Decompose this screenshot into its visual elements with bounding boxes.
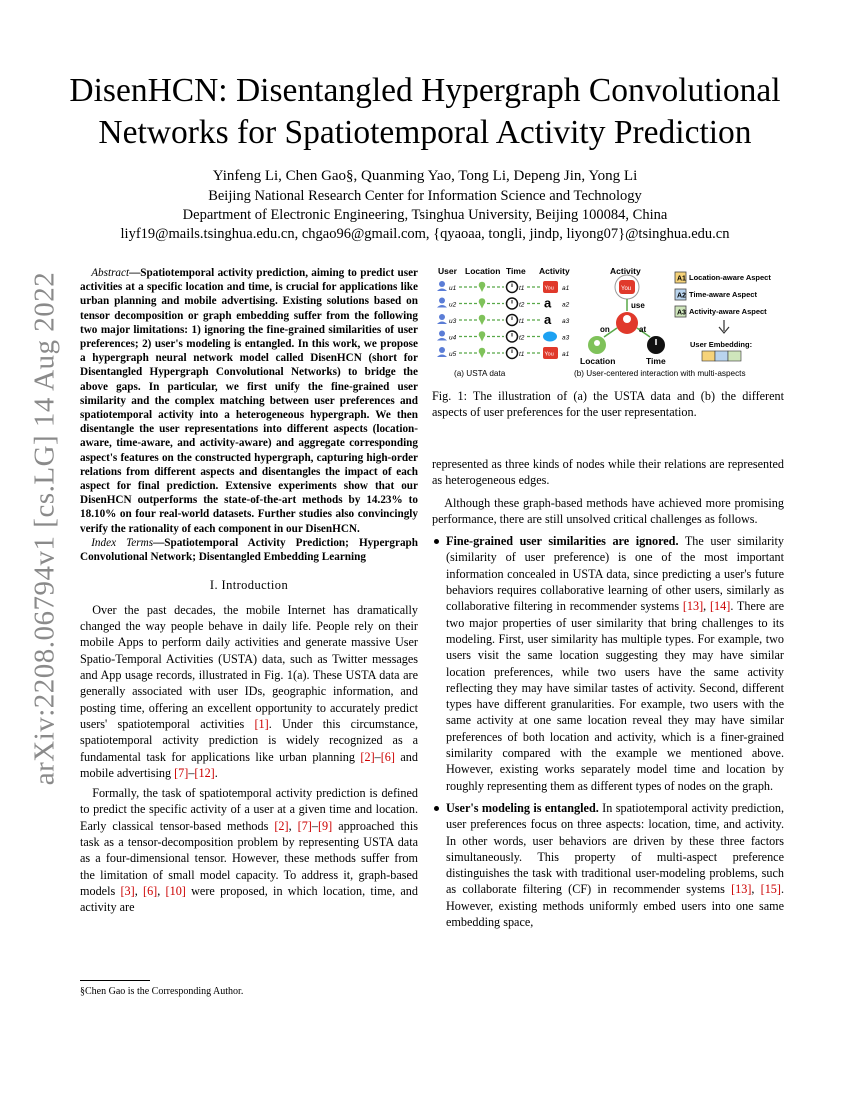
- author-block: [60, 167, 790, 244]
- citation-link[interactable]: [1]: [254, 716, 269, 731]
- citation-link[interactable]: [2]: [274, 818, 289, 833]
- citation-link[interactable]: [9]: [317, 818, 333, 833]
- legend-key: A3: [677, 309, 686, 317]
- user-label: u3: [449, 318, 457, 325]
- arrow-down-icon: [719, 320, 729, 333]
- citation-link[interactable]: [15]: [760, 882, 781, 897]
- location-pin-tip: [479, 303, 485, 309]
- location-pin-tip: [479, 286, 485, 292]
- user-icon: [439, 314, 445, 320]
- footnote: §Chen Gao is the Corresponding Author.: [80, 986, 244, 997]
- header-activity: Activity: [539, 266, 570, 276]
- activity-label: a1: [562, 285, 570, 292]
- legend-label: Activity-aware Aspect: [689, 307, 767, 316]
- affiliation-2: Department of Electronic Engineering, Tsinghua University, Beijing 100084, China: [182, 207, 668, 223]
- label-use: use: [631, 301, 645, 310]
- abstract: [80, 266, 418, 536]
- user-icon-body: [437, 355, 447, 358]
- amazon-icon: a: [544, 312, 552, 327]
- section-heading: I. Introduction: [209, 578, 289, 593]
- embedding-seg-1: [702, 351, 715, 361]
- activity-label: a2: [562, 301, 570, 309]
- user-icon-body: [437, 305, 447, 308]
- figure-panel-b: [574, 266, 771, 378]
- aspect-legend: [675, 272, 771, 317]
- bullet-entangled: User's modeling is entangled. In spatiotemporal activity prediction, user preferences focus on three aspects: location, time, and activity. In other words, user behaviors are driven by these three factors simultaneously. This property of multi-aspect preference distinguishes the task with traditional user-modeling problems, such as collaborate filtering (CF) in recommender systems [13], [15]. However, existing methods uniformly embed users into one same embedding space,: [432, 800, 784, 930]
- index-terms-text: —Spatiotemporal Activity Prediction; Hypergraph Convolutional Network; Disentangled Embedding Learning: [80, 536, 418, 564]
- right-column: [432, 456, 784, 930]
- user-label: u5: [449, 351, 457, 358]
- legend-label: Time-aware Aspect: [689, 290, 757, 299]
- author-emails: liyf19@mails.tsinghua.edu.cn, chgao96@gmail.com, {qyaoaa, tongli, jindp, liyong07}@tsinghua.edu.cn: [120, 226, 730, 242]
- location-pin-tip: [479, 319, 485, 325]
- figure-caption: Fig. 1: The illustration of (a) the USTA data and (b) the different aspects of user preferences for the user representation.: [432, 389, 784, 420]
- time-label: t2: [519, 334, 525, 342]
- intro-paragraph-1: Over the past decades, the mobile Internet has dramatically changed the way people behave in daily life. People rely on their mobile Apps to perform daily activities and generate massive User Spatio-Temporal Activities (USTA) data, such as Twitter messages and App usage records, illustrated in Fig. 1(a). These USTA data are generally associated with user IDs, geographic information, and posting time, offering an excellent opportunity to accurately predict users' spatiotemporal activities [1]. Under this circumstance, spatiotemporal activity prediction is widely recognized as a fundamental task for applications like urban planning [2]–[6] and mobile advertising [7]–[12].: [80, 602, 418, 780]
- embedding-seg-3: [728, 351, 741, 361]
- bullet-heading: Fine-grained user similarities are ignored.: [446, 534, 679, 549]
- index-terms-label: Index Terms: [91, 536, 154, 549]
- footnote-rule: [80, 980, 150, 981]
- user-icon: [439, 347, 445, 353]
- citation-link[interactable]: [12]: [194, 765, 215, 780]
- embedding-seg-2: [715, 351, 728, 361]
- youtube-icon-text: You: [544, 285, 554, 292]
- user-icon: [439, 281, 445, 287]
- time-label: t1: [519, 285, 525, 292]
- location-pin-tip: [479, 352, 485, 358]
- author-names: Yinfeng Li, Chen Gao§, Quanming Yao, Tong Li, Depeng Jin, Yong Li: [212, 168, 638, 184]
- challenges-paragraph: Although these graph-based methods have achieved more promising performance, there are still unsolved critical challenges as follows.: [432, 495, 784, 526]
- label-activity: Activity: [610, 266, 641, 276]
- bullet-fine-grained: Fine-grained user similarities are ignored. The user similarity (similarity of user preference) is one of the most important information concealed in USTA data, since predicting a user's future behaviors requires collaborative learning of other users, similarly as collaborative filtering in recommender systems [13], [14]. There are two major properties of user similarity that bring challenges to its modeling. First, user similarity has multiple types. For example, two users visit the same location suggesting they may have similar location preferences, while two users have the same activity reflecting they may have similar tastes of activity. Second, different types have different granularities. For example, two users with the same activity at one same location reveal they may have similar preferences of both location and activity, which is a finer-grained similarity compared with the example we mentioned above. However, existing works separately model time and location by roughly representing them as different types of nodes on the graph.: [432, 533, 784, 794]
- citation-link[interactable]: [2]: [360, 749, 375, 764]
- legend-label: Location-aware Aspect: [689, 273, 771, 282]
- citation-link[interactable]: [6]: [380, 749, 395, 764]
- user-icon-body: [437, 338, 447, 341]
- header-location: Location: [465, 266, 501, 276]
- header-time: Time: [506, 266, 526, 276]
- user-label: u4: [449, 334, 457, 342]
- activity-label: a3: [562, 334, 570, 342]
- youtube-icon-text: You: [544, 351, 554, 358]
- user-icon: [439, 331, 445, 337]
- activity-label: a3: [562, 318, 570, 325]
- citation-link[interactable]: [10]: [165, 883, 186, 898]
- paper-title: [60, 70, 790, 154]
- citation-link[interactable]: [7]: [174, 765, 189, 780]
- title-line-2: Networks for Spatiotemporal Activity Prediction: [98, 114, 752, 151]
- time-label: t2: [519, 301, 525, 309]
- label-time: Time: [646, 356, 666, 366]
- user-icon: [439, 298, 445, 304]
- bullet-heading: User's modeling is entangled.: [446, 800, 599, 815]
- twitter-bird-icon: [543, 332, 557, 342]
- subcaption-a: (a) USTA data: [454, 369, 506, 378]
- label-at: at: [639, 325, 647, 334]
- citation-link[interactable]: [13]: [731, 882, 752, 897]
- abstract-label: Abstract: [91, 267, 130, 279]
- activity-label: a1: [562, 351, 570, 358]
- citation-link[interactable]: [3]: [120, 883, 135, 898]
- location-pin-tip: [479, 336, 485, 342]
- citation-link[interactable]: [13]: [682, 599, 704, 614]
- user-label: u1: [449, 285, 457, 292]
- label-on: on: [600, 325, 610, 334]
- index-terms: [80, 536, 418, 564]
- legend-key: A2: [677, 292, 686, 300]
- user-icon-body: [437, 289, 447, 292]
- time-label: t1: [519, 318, 525, 325]
- user-icon-body: [437, 322, 447, 325]
- figure-1: [432, 263, 784, 383]
- citation-link[interactable]: [7]: [297, 818, 312, 833]
- abstract-text: —Spatiotemporal activity prediction, aiming to predict user activities at a specific location and time, is crucial for applications like urban planning and mobile advertising. Existing solutions based on tensor decomposition or graph embedding suffer from the following two major limitations: 1) ignoring the fine-grained similarities of user preferences; 2) user's modeling is entangled. In this work, we propose a hypergraph neural network model called DisenHCN (short for Disentangled Hypergraph Convolutional Networks) to bridge the above gaps. In particular, we first unify the fine-grained user similarity and the complex matching between user preferences and spatiotemporal activity into a heterogeneous hypergraph. We then disentangle the user representations into different aspects (location-aware, time-aware, and activity-aware) and aggregate corresponding aspect's features on the constructed hypergraph, capturing high-order relations from different aspects and disentangles the impact of each aspect for final prediction. Extensive experiments show that our DisenHCN outperforms the state-of-the-art methods by 14.23% to 18.10% on four real-world datasets. Further studies also convincingly verify the rationality of each component in our DisenHCN.: [80, 267, 418, 535]
- figure-panel-a: [437, 266, 570, 378]
- subcaption-b: (b) User-centered interaction with multi-aspects: [574, 369, 746, 378]
- citation-link[interactable]: [14]: [710, 599, 731, 614]
- embedding-label: User Embedding:: [690, 340, 753, 349]
- arxiv-identifier: arXiv:2208.06794v1 [cs.LG] 14 Aug 2022: [28, 271, 61, 785]
- legend-key: A1: [677, 275, 686, 283]
- intro-paragraph-2: Formally, the task of spatiotemporal activity prediction is defined to predict the specific activity of a user at a given time and location. Early classical tensor-based methods [2], [7]–[9] approached this task as a tensor-decomposition problem by representing USTA data as a four-dimensional tensor. However, these methods suffer from the limitation of small model capacity. To address it, graph-based models [3], [6], [10] were proposed, in which location, time, and activity are: [80, 786, 418, 915]
- user-center-head: [623, 315, 631, 323]
- left-column: [80, 266, 418, 920]
- citation-link[interactable]: [6]: [143, 883, 158, 898]
- affiliation-1: Beijing National Research Center for Information Science and Technology: [208, 188, 642, 204]
- header-user: User: [438, 266, 457, 276]
- title-line-1: DisenHCN: Disentangled Hypergraph Convolutional: [69, 72, 781, 109]
- usta-rows: [437, 281, 570, 359]
- user-label: u2: [449, 301, 457, 309]
- continued-paragraph: represented as three kinds of nodes while their relations are represented as heterogeneous edges.: [432, 457, 784, 488]
- youtube-icon-text: You: [621, 286, 632, 292]
- location-node-dot: [594, 340, 600, 346]
- amazon-icon: a: [544, 295, 552, 311]
- time-label: t1: [519, 351, 525, 358]
- label-location: Location: [580, 356, 616, 366]
